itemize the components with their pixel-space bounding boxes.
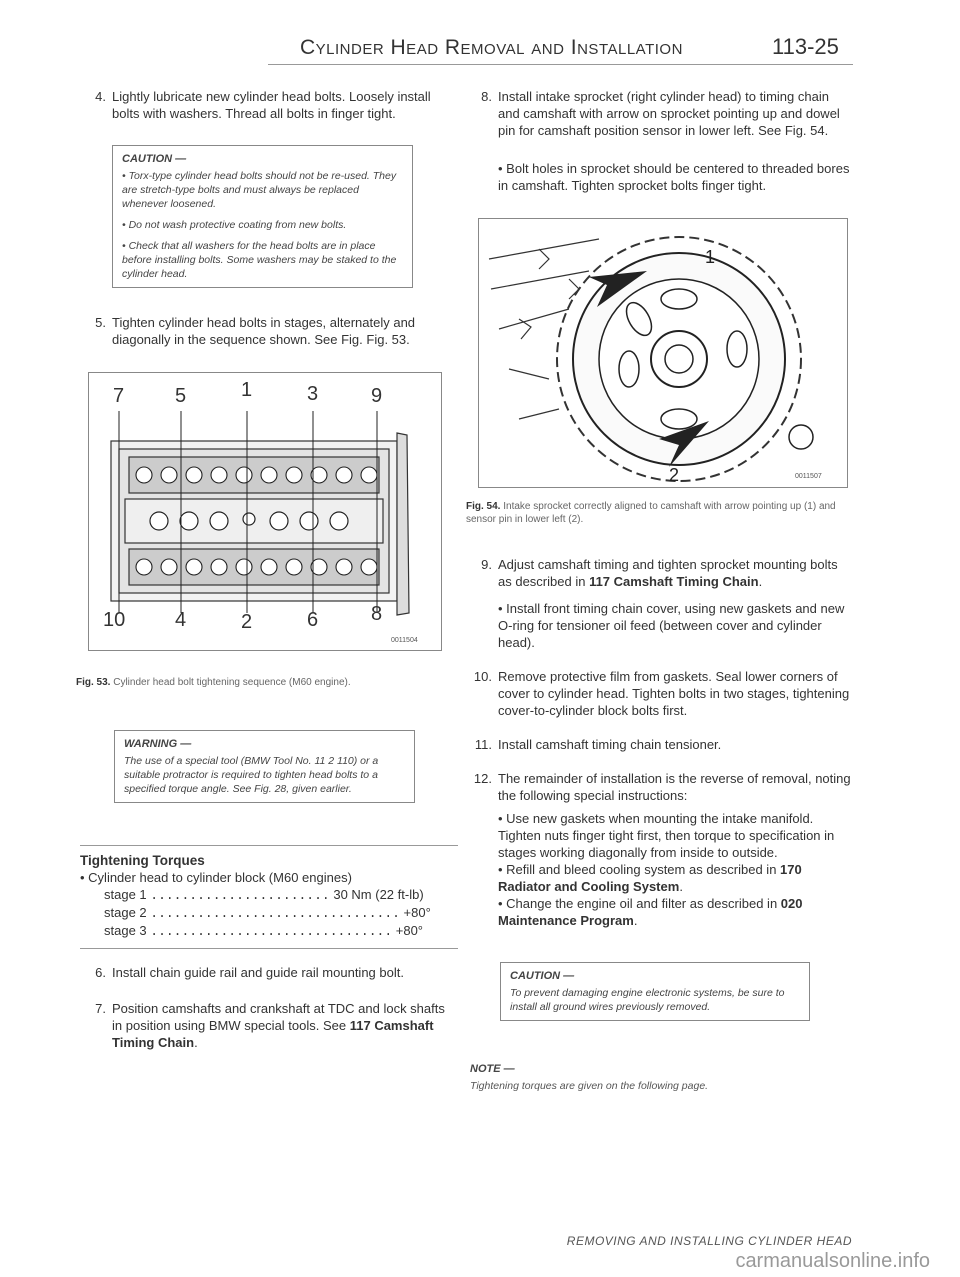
step-9-bullet: • Install front timing chain cover, using new gaskets and new O-ring for tensioner oil feed (between cover and cylinder head).: [498, 601, 845, 650]
torque-rule-bottom: [80, 948, 458, 949]
step-12-bullet-cooling: • Refill and bleed cooling system as described in 170 Radiator and Cooling System.: [498, 862, 802, 894]
figure-code: 0011507: [795, 473, 822, 480]
seq-label-9: 9: [371, 385, 383, 407]
watermark: carmanualsonline.info: [735, 1250, 930, 1272]
caution-box-bolts: CAUTION — • Torx-type cylinder head bolts should not be re-used. They are stretch-type bolts and must always be replaced whenever loosened. • Do not wash protective coating from new bolts. • Check that all washers for the head bolts are in place before installing bolts. Some washers may be staked to the cylinder head.: [112, 145, 413, 288]
callout-2: 2: [669, 465, 680, 485]
step-9-crossref: 117 Camshaft Timing Chain: [589, 574, 759, 589]
seq-label-1: 1: [241, 379, 253, 401]
seq-label-5: 5: [175, 385, 187, 407]
step-10: 10. Remove protective film from gaskets. Seal lower corners of cover to cylinder head. Tighten bolts in two stages, tightening cover-to-cylinder block bolts first.: [473, 669, 850, 718]
torque-rule-top: [80, 845, 458, 846]
step-12-bullet-oil: • Change the engine oil and filter as described in 020 Maintenance Program.: [498, 896, 803, 928]
step-8: 8. Install intake sprocket (right cylinder head) to timing chain and camshaft with arrow on sprocket pointing up and dowel pin for camshaft position sensor in lower left. See Fig. 54.: [481, 89, 840, 138]
step-8-bullet: • Bolt holes in sprocket should be centered to threaded bores in camshaft. Tighten sprocket bolts finger tight.: [498, 161, 850, 193]
note-title: NOTE —: [470, 1063, 515, 1075]
header-rule: [268, 64, 853, 65]
seq-label-3: 3: [307, 383, 319, 405]
torque-stage-3: stage 3 ............................... +80°: [104, 923, 424, 939]
warning-box: WARNING — The use of a special tool (BMW Tool No. 11 2 110) or a suitable protractor is required to tighten head bolts to a specified torque angle. See Fig. 28, given earlier.: [114, 730, 415, 803]
running-footer: REMOVING AND INSTALLING CYLINDER HEAD: [566, 1234, 852, 1248]
seq-label-6: 6: [307, 609, 319, 631]
caution-box-ground-wires: CAUTION — To prevent damaging engine electronic systems, be sure to install all ground wires previously removed.: [500, 962, 810, 1021]
seq-label-7: 7: [113, 385, 125, 407]
figure-54-sprocket: [478, 218, 848, 488]
figure-53-cylinder-head: [88, 372, 442, 651]
step-4: 4. Lightly lubricate new cylinder head bolts. Loosely install bolts with washers. Thread all bolts in finger tight.: [95, 89, 431, 121]
seq-label-4: 4: [175, 609, 187, 631]
step-7-crossref: 117 Camshaft Timing Chain: [112, 1018, 434, 1050]
step-6: 6. Install chain guide rail and guide rail mounting bolt.: [95, 965, 404, 980]
step-12-bullets: [498, 810, 854, 929]
seq-label-2: 2: [241, 611, 253, 633]
step-12-bullet-manifold: • Use new gaskets when mounting the intake manifold. Tighten nuts finger tight first, then torque to specification in stages working diagonally from inside to outside.: [498, 811, 835, 860]
figure-code: 0011504: [391, 637, 418, 644]
figure-54-caption: Fig. 54. Intake sprocket correctly aligned to camshaft with arrow pointing up (1) and sensor pin in lower left (2).: [466, 501, 836, 525]
callout-1: 1: [705, 247, 716, 267]
cylinder-head-diagram: [89, 373, 441, 650]
torque-stage-1: stage 1 ....................... 30 Nm (22 ft-lb): [104, 887, 424, 903]
step-9: 9. Adjust camshaft timing and tighten sprocket mounting bolts as described in 117 Camshaft Timing Chain.: [481, 557, 838, 589]
torque-stage-2: stage 2 ................................ +80°: [104, 905, 431, 921]
seq-label-10: 10: [103, 609, 126, 631]
step-7: 7. Position camshafts and crankshaft at TDC and lock shafts in position using BMW special tools. See 117 Camshaft Timing Chain.: [95, 1001, 445, 1050]
note-text: Tightening torques are given on the following page.: [470, 1080, 709, 1092]
step-5: 5. Tighten cylinder head bolts in stages, alternately and diagonally in the sequence shown. See Fig. Fig. 53.: [95, 315, 416, 347]
running-header-title: Cylinder Head Removal and Installation: [300, 36, 683, 59]
page-number: 113-25: [772, 34, 839, 59]
sprocket-diagram: [479, 219, 847, 487]
seq-label-8: 8: [371, 603, 383, 625]
step-12: 12. The remainder of installation is the reverse of removal, noting the following special instructions:: [473, 771, 851, 803]
figure-53-caption: Fig. 53. Cylinder head bolt tightening sequence (M60 engine).: [76, 677, 351, 688]
tightening-torques: Tightening Torques • Cylinder head to cylinder block (M60 engines) stage 1 ....................... 30 Nm (22 ft-lb) stage 2 ................................ +80° stage 3 ............................... +80°: [80, 852, 458, 940]
step-11: 11. Install camshaft timing chain tensioner.: [474, 737, 722, 752]
